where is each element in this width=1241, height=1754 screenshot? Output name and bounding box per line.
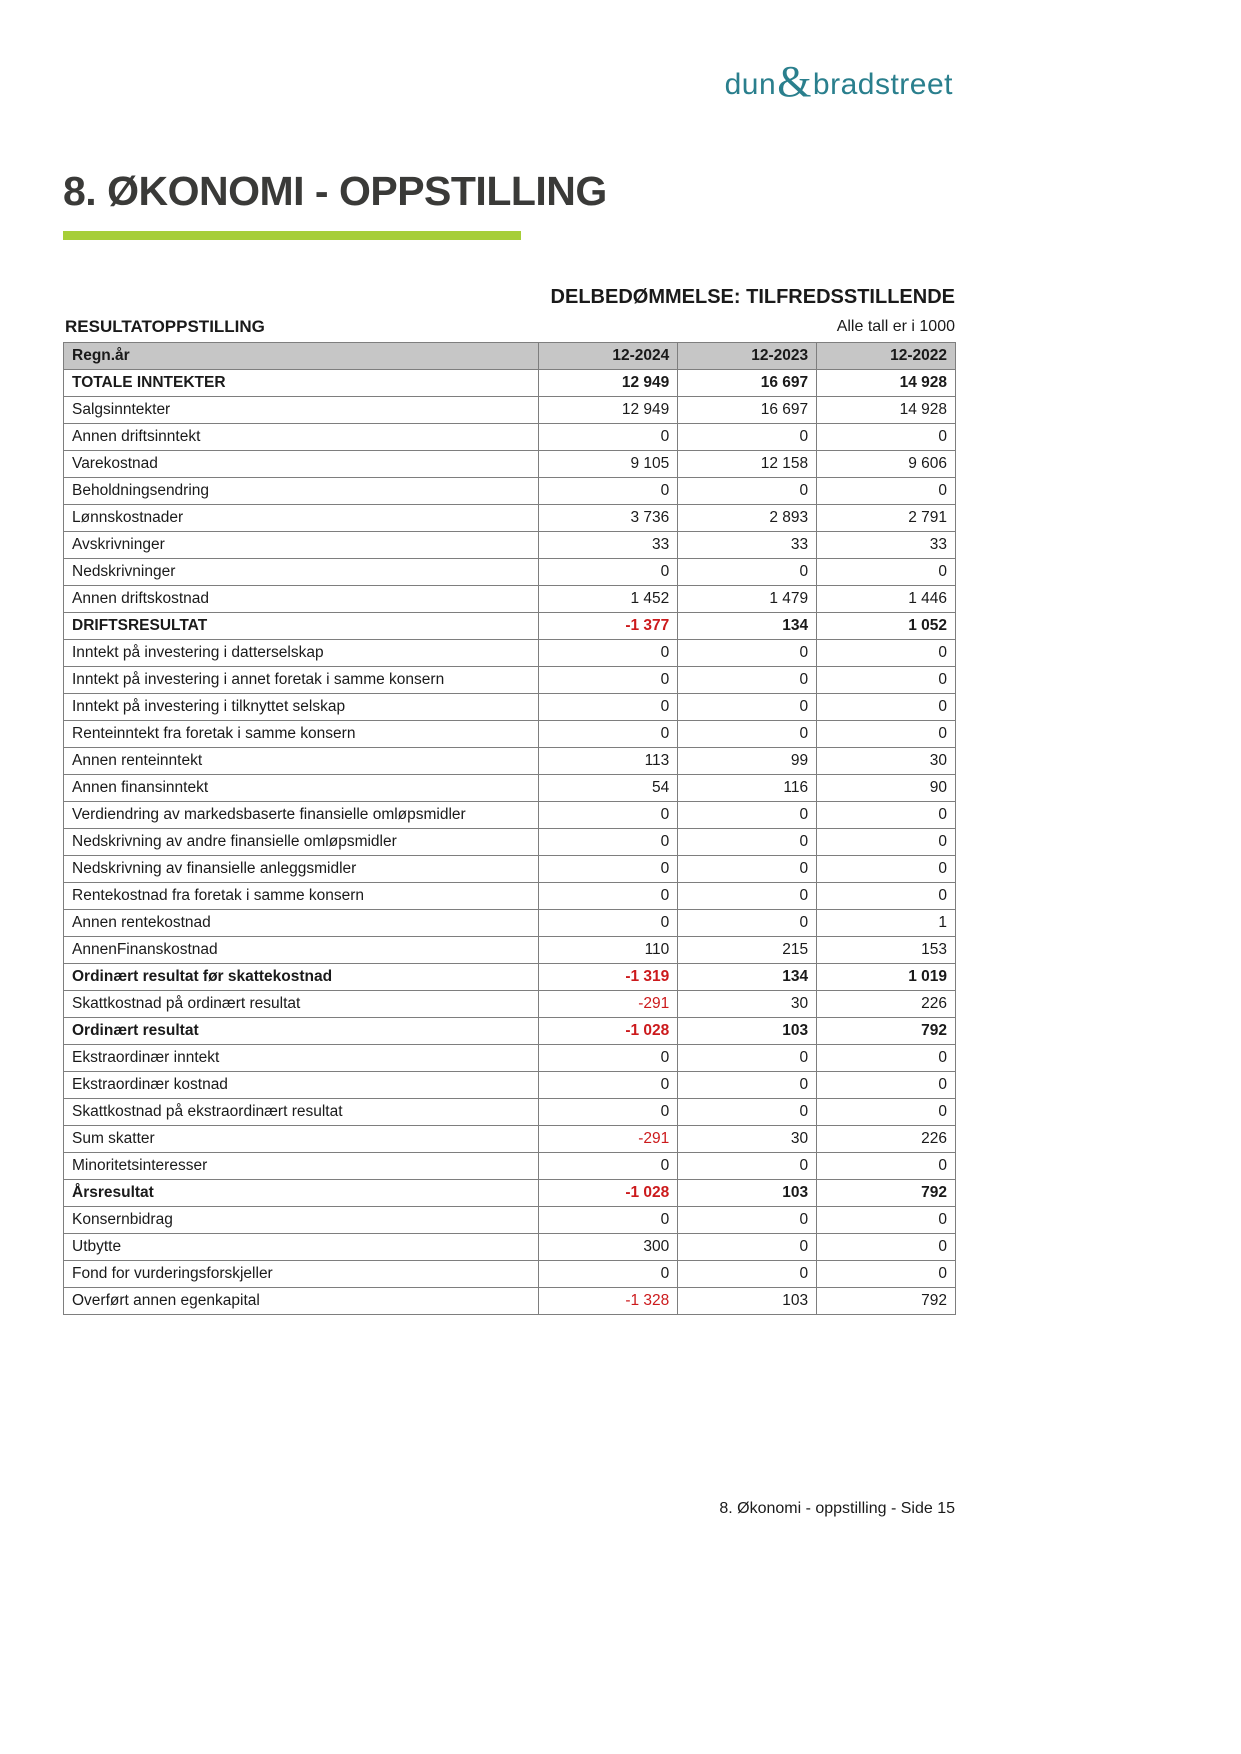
row-label: Rentekostnad fra foretak i samme konsern (64, 883, 539, 910)
table-row (64, 1207, 956, 1234)
table-row (64, 667, 956, 694)
table-row (64, 1180, 956, 1207)
row-value: 113 (539, 748, 678, 775)
row-value: -291 (539, 991, 678, 1018)
row-value: 0 (678, 478, 817, 505)
row-value: 0 (817, 883, 956, 910)
row-value: 0 (817, 1072, 956, 1099)
table-row (64, 640, 956, 667)
row-label: Utbytte (64, 1234, 539, 1261)
row-label: Ekstraordinær inntekt (64, 1045, 539, 1072)
row-value: 9 105 (539, 451, 678, 478)
table-row (64, 856, 956, 883)
table-row (64, 613, 956, 640)
row-value: 0 (817, 1234, 956, 1261)
row-value: 9 606 (817, 451, 956, 478)
row-value: 134 (678, 964, 817, 991)
table-row (64, 559, 956, 586)
row-value: 0 (539, 1045, 678, 1072)
table-row (64, 505, 956, 532)
row-value: 0 (678, 1045, 817, 1072)
row-value: 0 (539, 802, 678, 829)
row-value: 215 (678, 937, 817, 964)
row-value: 0 (817, 667, 956, 694)
row-value: 12 949 (539, 397, 678, 424)
row-value: 0 (539, 667, 678, 694)
row-label: Annen finansinntekt (64, 775, 539, 802)
row-value: 0 (539, 424, 678, 451)
row-value: -1 328 (539, 1288, 678, 1315)
row-label: Annen driftsinntekt (64, 424, 539, 451)
row-label: Annen rentekostnad (64, 910, 539, 937)
row-label: Ordinært resultat (64, 1018, 539, 1045)
row-value: 103 (678, 1180, 817, 1207)
row-label: DRIFTSRESULTAT (64, 613, 539, 640)
row-value: 1 (817, 910, 956, 937)
table-row (64, 937, 956, 964)
row-value: -1 377 (539, 613, 678, 640)
table-row (64, 964, 956, 991)
row-value: 0 (678, 721, 817, 748)
row-value: 12 949 (539, 370, 678, 397)
row-value: 103 (678, 1018, 817, 1045)
col-header-label: Regn.år (64, 343, 539, 370)
row-value: 0 (817, 1099, 956, 1126)
col-header-year-2024: 12-2024 (539, 343, 678, 370)
row-value: 0 (817, 1261, 956, 1288)
row-value: 90 (817, 775, 956, 802)
table-row (64, 829, 956, 856)
row-value: 33 (539, 532, 678, 559)
row-value: 99 (678, 748, 817, 775)
row-value: 0 (678, 910, 817, 937)
table-row (64, 1072, 956, 1099)
row-value: 0 (817, 802, 956, 829)
row-value: 0 (678, 802, 817, 829)
row-value: 1 052 (817, 613, 956, 640)
table-row (64, 748, 956, 775)
row-value: 0 (539, 856, 678, 883)
col-header-year-2022: 12-2022 (817, 343, 956, 370)
table-row (64, 397, 956, 424)
row-value: 110 (539, 937, 678, 964)
row-label: Konsernbidrag (64, 1207, 539, 1234)
row-value: 2 791 (817, 505, 956, 532)
row-value: 0 (817, 1045, 956, 1072)
row-value: 0 (539, 640, 678, 667)
table-row (64, 1126, 956, 1153)
row-label: Skattkostnad på ekstraordinært resultat (64, 1099, 539, 1126)
row-value: 0 (539, 1099, 678, 1126)
row-value: 300 (539, 1234, 678, 1261)
row-value: 54 (539, 775, 678, 802)
row-value: 103 (678, 1288, 817, 1315)
table-row (64, 1288, 956, 1315)
row-value: 0 (678, 883, 817, 910)
row-value: 0 (678, 856, 817, 883)
row-value: 792 (817, 1288, 956, 1315)
table-row (64, 1234, 956, 1261)
row-value: 0 (678, 1153, 817, 1180)
logo-word-dun: dun (724, 68, 777, 101)
row-value: 0 (678, 1261, 817, 1288)
table-row (64, 586, 956, 613)
row-label: Annen renteinntekt (64, 748, 539, 775)
row-value: 116 (678, 775, 817, 802)
table-row (64, 883, 956, 910)
row-label: TOTALE INNTEKTER (64, 370, 539, 397)
table-row (64, 370, 956, 397)
row-value: 0 (539, 1261, 678, 1288)
row-value: 792 (817, 1018, 956, 1045)
row-label: Verdiendring av markedsbaserte finansielle omløpsmidler (64, 802, 539, 829)
row-value: 0 (817, 559, 956, 586)
row-label: Annen driftskostnad (64, 586, 539, 613)
row-value: 0 (539, 559, 678, 586)
row-value: 30 (678, 991, 817, 1018)
row-value: 0 (678, 640, 817, 667)
table-row (64, 694, 956, 721)
row-value: 0 (539, 694, 678, 721)
table-row (64, 1018, 956, 1045)
row-label: Skattkostnad på ordinært resultat (64, 991, 539, 1018)
row-value: 0 (817, 478, 956, 505)
row-label: Inntekt på investering i datterselskap (64, 640, 539, 667)
row-value: -1 028 (539, 1180, 678, 1207)
row-value: 0 (817, 1207, 956, 1234)
row-label: Renteinntekt fra foretak i samme konsern (64, 721, 539, 748)
title-underline (63, 231, 521, 240)
row-value: 226 (817, 991, 956, 1018)
table-row (64, 721, 956, 748)
row-label: Ekstraordinær kostnad (64, 1072, 539, 1099)
row-value: 0 (817, 856, 956, 883)
row-value: 0 (539, 1207, 678, 1234)
row-label: Nedskrivning av andre finansielle omløpsmidler (64, 829, 539, 856)
table-row (64, 532, 956, 559)
row-label: Salgsinntekter (64, 397, 539, 424)
row-value: 16 697 (678, 370, 817, 397)
page-footer: 8. Økonomi - oppstilling - Side 15 (719, 1500, 955, 1517)
row-label: Sum skatter (64, 1126, 539, 1153)
row-value: 0 (817, 1153, 956, 1180)
row-value: 33 (678, 532, 817, 559)
row-label: Inntekt på investering i tilknyttet selskap (64, 694, 539, 721)
row-value: 0 (539, 1072, 678, 1099)
assessment-heading: DELBEDØMMELSE: TILFREDSSTILLENDE (550, 286, 955, 308)
row-value: 3 736 (539, 505, 678, 532)
unit-note: Alle tall er i 1000 (836, 318, 955, 335)
row-value: 0 (678, 559, 817, 586)
dun-bradstreet-logo: dun & bradstreet (724, 57, 953, 106)
table-row (64, 775, 956, 802)
row-value: 0 (678, 1072, 817, 1099)
row-value: 12 158 (678, 451, 817, 478)
row-value: 0 (678, 1207, 817, 1234)
row-value: 0 (817, 640, 956, 667)
table-row (64, 1153, 956, 1180)
row-label: Årsresultat (64, 1180, 539, 1207)
logo-word-bradstreet: bradstreet (812, 68, 953, 101)
row-value: 0 (539, 1153, 678, 1180)
row-value: 16 697 (678, 397, 817, 424)
row-label: Nedskrivninger (64, 559, 539, 586)
row-label: Fond for vurderingsforskjeller (64, 1261, 539, 1288)
table-body (64, 370, 956, 1315)
row-value: 226 (817, 1126, 956, 1153)
row-value: 0 (678, 694, 817, 721)
table-row (64, 478, 956, 505)
row-value: -1 028 (539, 1018, 678, 1045)
row-label: Minoritetsinteresser (64, 1153, 539, 1180)
row-value: 0 (539, 721, 678, 748)
row-value: 0 (817, 721, 956, 748)
row-value: 2 893 (678, 505, 817, 532)
row-value: -291 (539, 1126, 678, 1153)
row-value: 0 (539, 829, 678, 856)
page-title: 8. ØKONOMI - OPPSTILLING (63, 168, 607, 214)
row-label: Lønnskostnader (64, 505, 539, 532)
table-header-row (64, 343, 956, 370)
row-value: 1 446 (817, 586, 956, 613)
row-value: 0 (678, 1234, 817, 1261)
row-label: Inntekt på investering i annet foretak i samme konsern (64, 667, 539, 694)
row-value: 0 (678, 829, 817, 856)
row-label: Nedskrivning av finansielle anleggsmidler (64, 856, 539, 883)
row-value: 0 (539, 883, 678, 910)
row-label: Ordinært resultat før skattekostnad (64, 964, 539, 991)
row-value: 0 (817, 829, 956, 856)
table-row (64, 910, 956, 937)
row-label: Varekostnad (64, 451, 539, 478)
table-row (64, 1099, 956, 1126)
row-value: 1 452 (539, 586, 678, 613)
table-row (64, 991, 956, 1018)
row-value: 0 (539, 910, 678, 937)
table-row (64, 451, 956, 478)
row-value: 0 (539, 478, 678, 505)
row-value: 14 928 (817, 370, 956, 397)
table-row (64, 1261, 956, 1288)
row-value: 0 (817, 694, 956, 721)
row-value: 0 (678, 424, 817, 451)
row-value: 30 (817, 748, 956, 775)
table-row (64, 1045, 956, 1072)
row-label: Avskrivninger (64, 532, 539, 559)
row-value: 33 (817, 532, 956, 559)
row-label: Overført annen egenkapital (64, 1288, 539, 1315)
row-value: 134 (678, 613, 817, 640)
row-value: 1 479 (678, 586, 817, 613)
row-value: -1 319 (539, 964, 678, 991)
row-value: 0 (678, 1099, 817, 1126)
row-value: 0 (817, 424, 956, 451)
col-header-year-2023: 12-2023 (678, 343, 817, 370)
row-value: 792 (817, 1180, 956, 1207)
row-value: 1 019 (817, 964, 956, 991)
table-row (64, 424, 956, 451)
section-title: RESULTATOPPSTILLING (65, 317, 265, 336)
table-row (64, 802, 956, 829)
row-value: 14 928 (817, 397, 956, 424)
row-value: 30 (678, 1126, 817, 1153)
result-statement-table (63, 342, 956, 1315)
row-value: 0 (678, 667, 817, 694)
row-label: AnnenFinanskostnad (64, 937, 539, 964)
row-label: Beholdningsendring (64, 478, 539, 505)
row-value: 153 (817, 937, 956, 964)
